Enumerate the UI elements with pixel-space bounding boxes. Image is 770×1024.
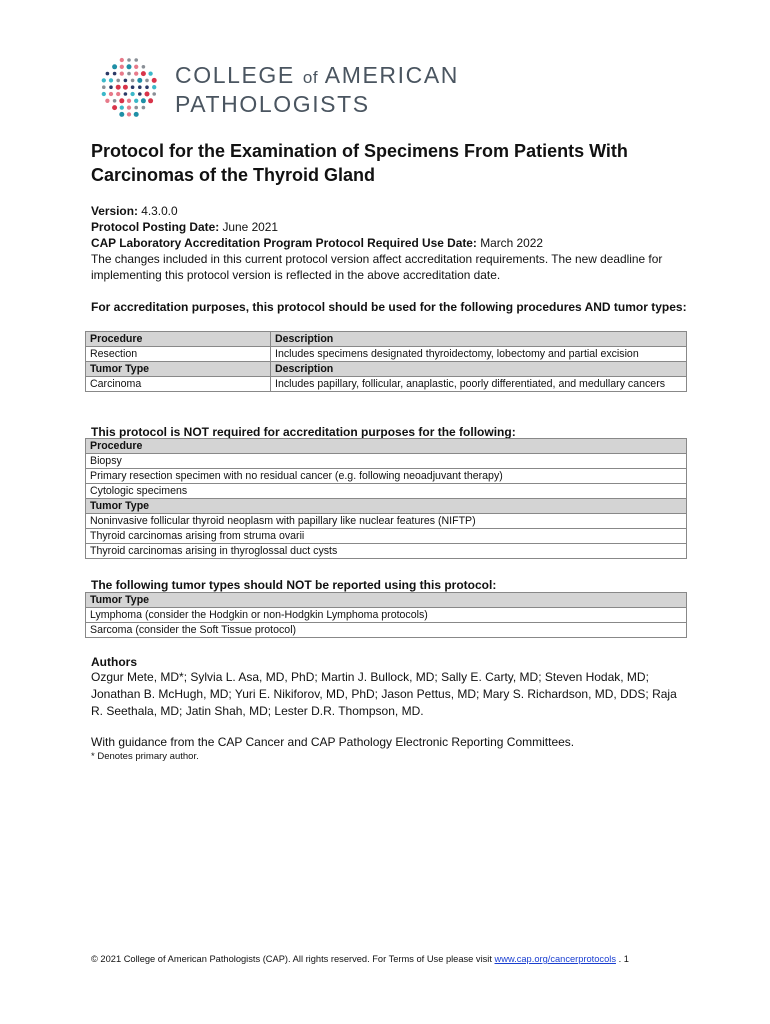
logo-wordmark: COLLEGE of AMERICAN PATHOLOGISTS xyxy=(175,62,459,117)
table-cell: Includes papillary, follicular, anaplastic, poorly differentiated, and medullary cancers xyxy=(271,377,687,392)
logo-dot xyxy=(134,106,138,110)
table-cell: Resection xyxy=(86,347,271,362)
table-row xyxy=(86,608,687,623)
logo-dot xyxy=(102,85,106,89)
logo-dot xyxy=(112,64,117,69)
logo-dot xyxy=(109,85,113,89)
table-cell: Primary resection specimen with no residual cancer (e.g. following neoadjuvant therapy) xyxy=(86,469,687,484)
logo-dot xyxy=(120,71,124,75)
logo-dot xyxy=(145,92,150,97)
logo-dot xyxy=(134,65,138,69)
logo-dot xyxy=(131,85,135,89)
logo-dot xyxy=(152,78,157,83)
logo-dot xyxy=(112,105,117,110)
logo-dot xyxy=(116,79,120,83)
table-cell: Sarcoma (consider the Soft Tissue protocol) xyxy=(86,623,687,638)
logo-dots-icon xyxy=(95,56,163,118)
table-cell: Tumor Type xyxy=(86,362,271,377)
table-row xyxy=(86,469,687,484)
table-cell: Thyroid carcinomas arising in thyroglossal duct cysts xyxy=(86,544,687,559)
logo-dot xyxy=(120,105,124,109)
table-cell: Lymphoma (consider the Hodgkin or non-Hodgkin Lymphoma protocols) xyxy=(86,608,687,623)
table-header-row xyxy=(86,499,687,514)
logo-dot xyxy=(120,65,124,69)
logo-dot xyxy=(131,79,135,83)
logo-dot xyxy=(134,71,138,75)
logo-dot xyxy=(152,85,156,89)
table-cell: Thyroid carcinomas arising from struma ovarii xyxy=(86,529,687,544)
cap-logo xyxy=(95,56,495,118)
logo-dot xyxy=(130,92,134,96)
table-row xyxy=(86,623,687,638)
logo-dot xyxy=(141,98,146,103)
logo-dot xyxy=(113,99,117,103)
table-cell: Includes specimens designated thyroidectomy, lobectomy and partial excision xyxy=(271,347,687,362)
table-row xyxy=(86,514,687,529)
logo-dot xyxy=(116,85,121,90)
table-header-row xyxy=(86,332,687,347)
primary-author-note: * Denotes primary author. xyxy=(91,751,199,762)
logo-dot xyxy=(123,85,128,90)
cancer-protocols-link[interactable]: www.cap.org/cancerprotocols xyxy=(494,954,616,964)
logo-dot xyxy=(102,78,106,82)
logo-dot xyxy=(142,65,146,69)
accreditation-table xyxy=(85,331,687,392)
table-cell: Description xyxy=(271,362,687,377)
table-header-row xyxy=(86,362,687,377)
logo-dot xyxy=(148,98,153,103)
logo-dot xyxy=(152,92,156,96)
logo-dot xyxy=(137,78,142,83)
version-note: The changes included in this current protocol version affect accreditation requirements. The new deadline for implementing this protocol version is reflected in the above accreditation date. xyxy=(91,252,663,282)
table-cell: Biopsy xyxy=(86,454,687,469)
table-cell: Description xyxy=(271,332,687,347)
logo-dot xyxy=(109,92,113,96)
not-reported-heading: The following tumor types should NOT be reported using this protocol: xyxy=(91,578,497,592)
logo-dot xyxy=(109,78,113,82)
logo-dot xyxy=(145,79,149,83)
logo-dot xyxy=(127,72,131,76)
guidance-text: With guidance from the CAP Cancer and CAP Pathology Electronic Reporting Committees. xyxy=(91,735,575,749)
logo-dot xyxy=(148,71,152,75)
table-cell: Tumor Type xyxy=(86,499,687,514)
logo-dot xyxy=(119,112,124,117)
table-cell: Carcinoma xyxy=(86,377,271,392)
logo-dot xyxy=(127,105,131,109)
logo-dot xyxy=(124,79,128,83)
table-cell: Tumor Type xyxy=(86,593,687,608)
logo-dot xyxy=(138,85,142,89)
logo-dot xyxy=(127,58,131,62)
logo-dot xyxy=(138,92,142,96)
logo-dot xyxy=(113,72,117,76)
logo-dot xyxy=(120,58,124,62)
table-row xyxy=(86,544,687,559)
logo-dot xyxy=(145,85,149,89)
logo-dot xyxy=(119,98,124,103)
version-info: Version: 4.3.0.0 Protocol Posting Date: June 2021 CAP Laboratory Accreditation Program Protocol Required Use Date: March 2022 The changes included in this current protocol version affect accreditation requirements. The new deadline for implementing this protocol version is reflected in the above accreditation date. xyxy=(91,203,691,283)
logo-dot xyxy=(127,64,132,69)
logo-dot xyxy=(141,71,146,76)
authors-heading: Authors xyxy=(91,655,137,669)
not-required-heading: This protocol is NOT required for accreditation purposes for the following: xyxy=(91,425,516,439)
logo-dot xyxy=(106,72,110,76)
table-row xyxy=(86,377,687,392)
logo-dot xyxy=(116,92,120,96)
logo-dot xyxy=(105,99,109,103)
table-header-row xyxy=(86,593,687,608)
logo-dot xyxy=(134,112,139,117)
table-row xyxy=(86,347,687,362)
page-title: Protocol for the Examination of Specimens From Patients With Carcinomas of the Thyroid Gland xyxy=(91,141,628,185)
page-footer: © 2021 College of American Pathologists (CAP). All rights reserved. For Terms of Use please visit www.cap.org/cancerprotocols . 1 xyxy=(91,954,629,964)
table-cell: Procedure xyxy=(86,439,687,454)
table-row xyxy=(86,484,687,499)
not-required-table xyxy=(85,438,687,559)
accreditation-heading: For accreditation purposes, this protocol should be used for the following procedures AND tumor types: xyxy=(91,300,687,314)
table-row xyxy=(86,454,687,469)
table-row xyxy=(86,529,687,544)
table-header-row xyxy=(86,439,687,454)
table-cell: Procedure xyxy=(86,332,271,347)
logo-dot xyxy=(102,92,106,96)
logo-dot xyxy=(127,112,131,116)
not-reported-table xyxy=(85,592,687,638)
logo-dot xyxy=(142,106,146,110)
table-cell: Noninvasive follicular thyroid neoplasm with papillary like nuclear features (NIFTP) xyxy=(86,514,687,529)
table-cell: Cytologic specimens xyxy=(86,484,687,499)
logo-dot xyxy=(134,99,138,103)
authors-list: Ozgur Mete, MD*; Sylvia L. Asa, MD, PhD; Martin J. Bullock, MD; Sally E. Carty, MD; Steven Hodak, MD; Jonathan B. McHugh, MD; Yuri E. Nikiforov, MD, PhD; Jason Pettus, MD; Mary S. Richardson, MD, DDS; Raja R. Seethala, MD; Jatin Shah, MD; Lester D.R. Thompson, MD. xyxy=(91,670,677,718)
logo-dot xyxy=(124,92,128,96)
logo-dot xyxy=(134,58,138,62)
logo-dot xyxy=(127,99,131,103)
